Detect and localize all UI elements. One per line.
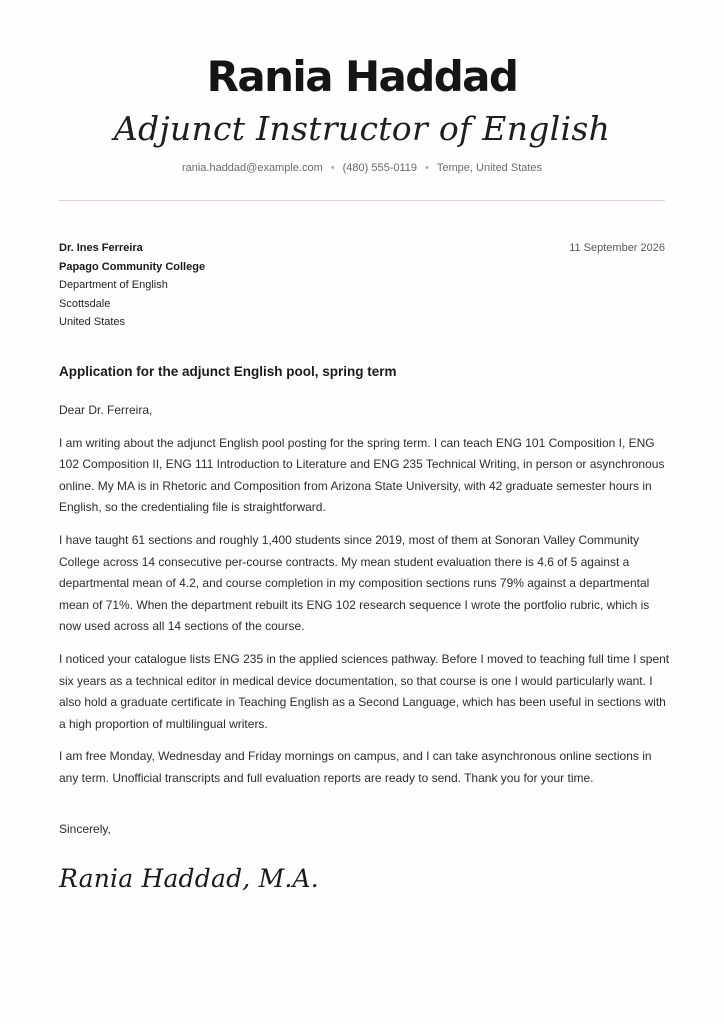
recipient-block bbox=[59, 239, 205, 332]
letter-date: 11 September 2026 bbox=[569, 242, 665, 254]
body-paragraph: I am free Monday, Wednesday and Friday mornings on campus, and I can take asynchronous online sections in any term. Unofficial transcripts and full evaluation reports are ready to send. Thank you for your time. bbox=[59, 749, 652, 785]
body-paragraph: I am writing about the adjunct English pool posting for the spring term. I can teach ENG 101 Composition I, ENG 102 Composition II, ENG 111 Introduction to Literature and ENG 235 Technical Writing, in person or asynchronous online. My MA is in Rhetoric and Composition from Arizona State University, with 42 graduate semester hours in English, so the credentialing file is straightforward. bbox=[59, 435, 665, 515]
contact-line bbox=[0, 160, 724, 176]
sender-name: Rania Haddad bbox=[206, 52, 518, 101]
sender-role: Adjunct Instructor of English bbox=[113, 109, 611, 148]
recipient-department: Department of English bbox=[59, 279, 168, 291]
contact-separator: • bbox=[330, 162, 335, 174]
recipient-country: United States bbox=[59, 316, 126, 328]
letterhead bbox=[0, 52, 724, 176]
header-divider bbox=[59, 200, 665, 201]
salutation: Dear Dr. Ferreira, bbox=[59, 403, 153, 417]
body-paragraph: I noticed your catalogue lists ENG 235 in the applied sciences pathway. Before I moved to teaching full time I spent six years as a technical editor in medical device documentation, so that course is one I would particularly want. I also hold a graduate certificate in Teaching English as a Second Language, which has been useful in sections with a high proportion of multilingual writers. bbox=[59, 651, 670, 731]
letter-subject: Application for the adjunct English pool, spring term bbox=[59, 364, 397, 379]
recipient-name: Dr. Ines Ferreira bbox=[59, 242, 143, 254]
contact-separator: • bbox=[425, 162, 429, 174]
body-paragraph: I have taught 61 sections and roughly 1,400 students since 2019, most of them at Sonoran Valley Community College across 14 consecutive per-course contracts. My mean student evaluation there is 4.6 of 5 against a departmental mean of 4.2, and course completion in my composition sections runs 79% against a departmental mean of 71%. When the department rebuilt its ENG 102 research sequence I wrote the portfolio rubric, which is now used across all 14 sections of the course. bbox=[59, 532, 650, 634]
recipient-organization: Papago Community College bbox=[59, 260, 206, 273]
signature: Rania Haddad, M.A. bbox=[59, 864, 319, 893]
sender-phone: (480) 555-0119 bbox=[342, 162, 418, 174]
closing: Sincerely, bbox=[59, 822, 111, 836]
sender-location: Tempe, United States bbox=[436, 162, 543, 174]
letter-body bbox=[59, 400, 671, 801]
recipient-city: Scottsdale bbox=[59, 297, 111, 310]
sender-email: rania.haddad@example.com bbox=[181, 162, 323, 174]
